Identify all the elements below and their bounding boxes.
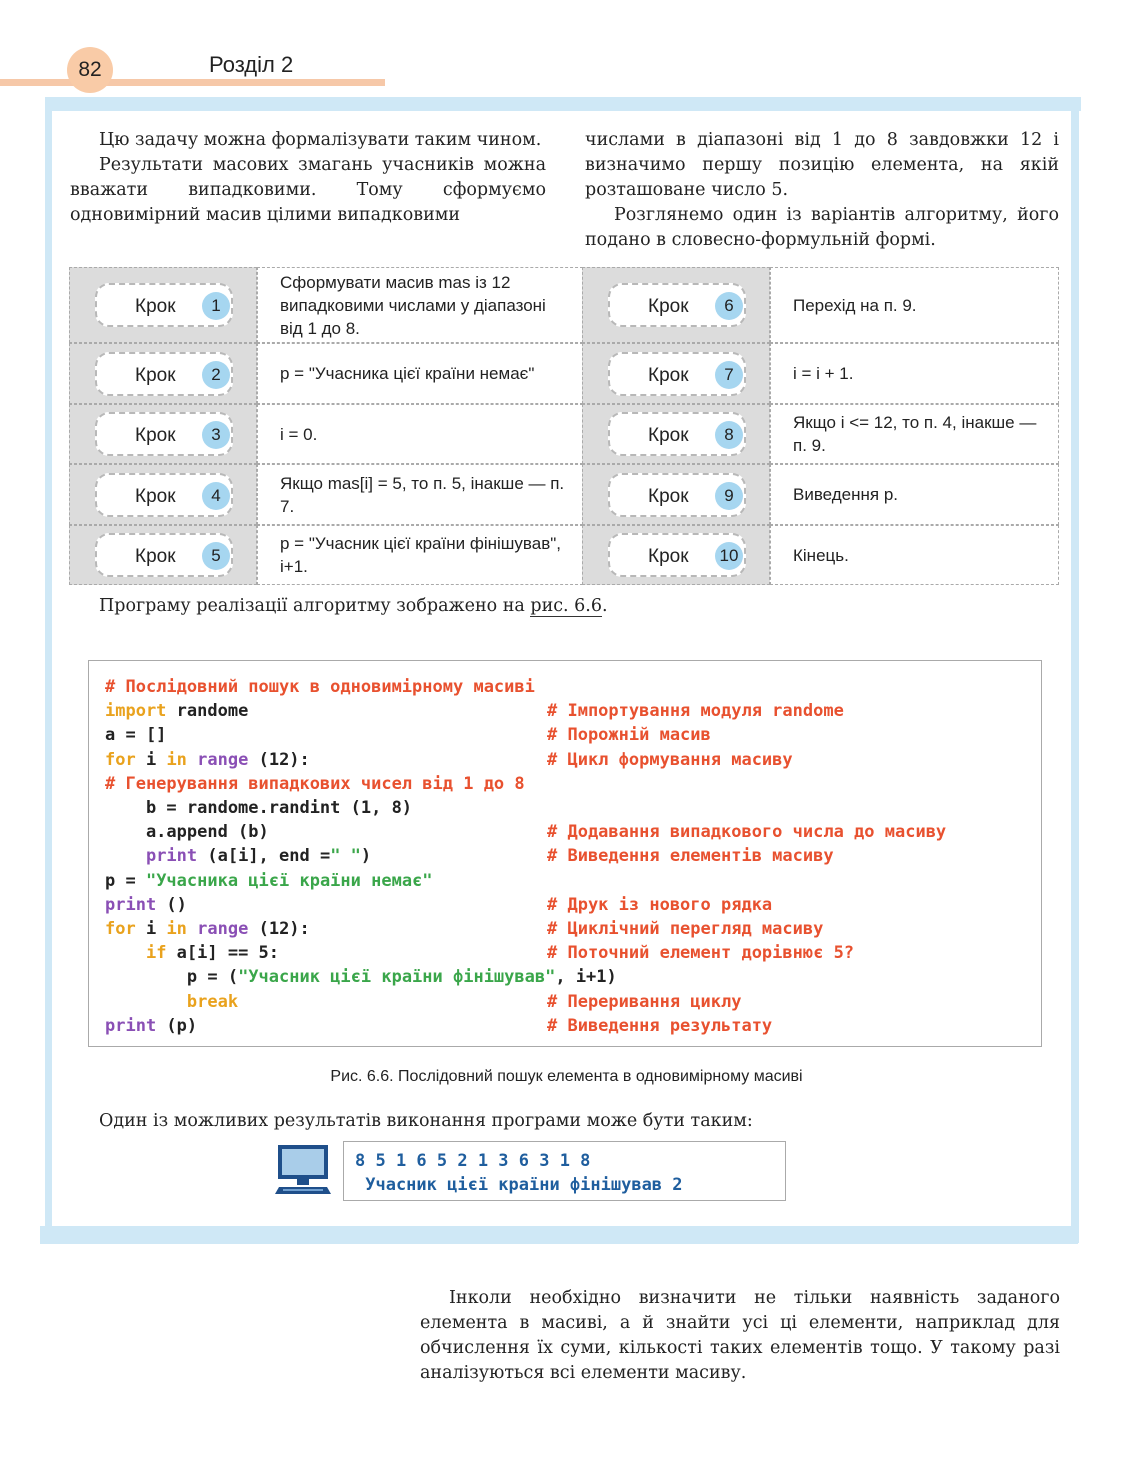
step-pill: [608, 473, 746, 517]
step-description: [257, 464, 583, 525]
code-token: in: [166, 749, 187, 770]
step-number: 4: [202, 482, 230, 510]
step-pill: [608, 533, 746, 577]
frame-top: [48, 97, 1081, 111]
code-token: for: [105, 919, 136, 939]
step-text: Виведення p.: [793, 485, 899, 504]
code-token: randome: [166, 701, 249, 722]
code-line: [105, 820, 269, 844]
code-token: print: [105, 894, 157, 915]
figure-caption: Рис. 6.6. Послідовний пошук елемента в одновимірному масиві: [330, 1068, 803, 1085]
step-cell: [582, 343, 770, 404]
code-token: print: [105, 1015, 157, 1036]
step-label: Крок: [648, 425, 689, 446]
code-line: [105, 917, 310, 941]
step-label: Крок: [648, 485, 689, 507]
code-comment: # Виведення результату: [547, 1015, 773, 1036]
step-text: i = 0.: [280, 424, 318, 444]
output-line: Учасник цієї країни фінішував 2: [355, 1175, 683, 1195]
code-token: b = randome.randint (1, 8): [105, 798, 413, 818]
step-cell: [69, 525, 257, 585]
code-comment: # Циклічний перегляд масиву: [547, 919, 824, 939]
code-token: (): [156, 894, 187, 915]
step-cell: [582, 464, 770, 525]
code-token: range: [197, 749, 249, 770]
code-token: p = (: [105, 967, 239, 988]
intro-paragraph: Результати масових змагань учасників можна вважати випадковими. Тому сформуємо одновимірний масив цілими випадковими: [70, 155, 546, 225]
step-cell: [69, 343, 257, 404]
step-number: 6: [715, 292, 743, 320]
step-text: p = "Учасника цієї країни немає": [280, 364, 535, 383]
code-line: [105, 869, 433, 893]
step-description: [770, 525, 1059, 585]
code-token: " ": [330, 846, 361, 867]
program-reference-line: [99, 596, 608, 616]
step-text: i = i + 1.: [793, 364, 854, 383]
step-description: [770, 404, 1059, 464]
code-line: [105, 723, 166, 747]
code-comment: # Друк із нового рядка: [547, 894, 773, 915]
code-comment: # Імпортування модуля randome: [547, 701, 844, 722]
code-token: in: [166, 919, 187, 939]
code-token: [105, 846, 146, 866]
step-text: Якщо i <= 12, то п. 4, інакше — п. 9.: [793, 413, 1037, 455]
code-token: if: [145, 943, 167, 964]
code-line: [105, 1014, 197, 1038]
step-number: 9: [715, 482, 743, 510]
step-text: Кінець.: [793, 545, 849, 565]
step-description: [257, 267, 583, 343]
step-cell: [69, 464, 257, 525]
code-line: [105, 675, 535, 699]
step-description: [257, 525, 583, 585]
code-token: "Учасника цієї країни немає": [145, 870, 433, 891]
step-cell: [582, 267, 770, 343]
step-pill: [95, 473, 233, 517]
code-line: [105, 796, 412, 820]
step-label: Крок: [135, 485, 176, 507]
step-description: [257, 343, 583, 404]
code-token: [105, 992, 187, 1012]
header-rule: [0, 79, 385, 86]
outro-paragraph: [420, 1286, 1060, 1386]
code-token: [187, 750, 197, 770]
outro-text: Інколи необхідно визначити не тільки наявність заданого елемента в масиві, а й знайти усі ці елементи, наприклад для обчислення їх суми, кількості таких елементів тощо. У такому разі аналізуються всі елементи масиву.: [420, 1288, 1060, 1383]
intro-left-column: [70, 128, 546, 228]
code-comment: # Поточний елемент дорівнює 5?: [547, 943, 855, 964]
code-line: [105, 699, 248, 723]
step-number: 10: [715, 542, 743, 570]
program-output: [343, 1141, 786, 1201]
code-token: break: [186, 991, 239, 1012]
code-token: ): [360, 846, 372, 867]
code-line: [105, 965, 617, 989]
intro-right-column: [585, 128, 1059, 253]
program-line-text: Програму реалізації алгоритму зображено на: [99, 596, 531, 616]
step-label: Крок: [135, 546, 176, 567]
code-token: "Учасник цієї країни фінішував": [238, 967, 556, 988]
step-description: [770, 267, 1059, 343]
code-token: (12):: [248, 919, 310, 939]
result-intro: Один із можливих результатів виконання програми може бути таким:: [99, 1111, 753, 1131]
code-line: [105, 990, 238, 1014]
step-cell: [582, 525, 770, 585]
code-comment: # Додавання випадкового числа до масиву: [547, 822, 947, 843]
step-pill: [608, 352, 746, 396]
code-token: print: [145, 846, 198, 867]
code-token: (p): [156, 1015, 198, 1036]
code-comment: # Порожній масив: [547, 725, 711, 746]
intro-paragraph: числами в діапазоні від 1 до 8 завдовжки 12 і визначимо першу позицію елемента, на якій розташоване число 5.: [585, 130, 1059, 200]
step-pill: [608, 412, 746, 456]
code-token: range: [197, 919, 249, 939]
step-number: 5: [202, 542, 230, 570]
code-token: i: [135, 919, 167, 939]
step-description: [770, 464, 1059, 525]
intro-paragraph: Цю задачу можна формалізувати таким чином.: [99, 130, 542, 150]
code-token: # Генерування випадкових чисел від 1 до 8: [105, 773, 525, 794]
step-label: Крок: [648, 364, 689, 386]
program-line-end: .: [602, 596, 608, 616]
code-token: [187, 919, 197, 939]
step-label: Крок: [135, 296, 176, 317]
step-number: 7: [715, 361, 743, 389]
intro-paragraph: Розглянемо один із варіантів алгоритму, його подано в словесно-формульній формі.: [585, 205, 1059, 250]
step-text: Якщо mas[i] = 5, то п. 5, інакше — п. 7.: [280, 473, 565, 516]
code-token: for: [105, 749, 136, 770]
section-title: Розділ 2: [209, 52, 294, 77]
step-pill: [95, 533, 233, 577]
code-token: (12):: [248, 749, 310, 770]
code-token: [105, 943, 146, 963]
code-token: p =: [105, 870, 146, 891]
code-token: a.append (b): [105, 822, 269, 843]
step-pill: [95, 412, 233, 456]
code-comment: # Виведення елементів масиву: [547, 846, 834, 867]
step-number: 2: [202, 361, 230, 389]
step-number: 1: [202, 292, 230, 320]
code-token: a = []: [105, 725, 167, 746]
code-token: , i+1): [555, 967, 617, 988]
code-token: (a[i], end =: [197, 846, 331, 867]
code-line: [105, 772, 525, 796]
step-number: 8: [715, 421, 743, 449]
step-pill: [608, 283, 746, 327]
output-line: 8 5 1 6 5 2 1 3 6 3 1 8: [355, 1151, 591, 1171]
step-cell: [69, 404, 257, 464]
step-cell: [69, 267, 257, 343]
code-token: a[i] == 5:: [166, 943, 280, 964]
step-pill: [95, 283, 233, 327]
step-cell: [582, 404, 770, 464]
code-token: import: [105, 701, 167, 722]
step-label: Крок: [135, 425, 176, 446]
code-line: [105, 941, 279, 965]
code-token: # Послідовний пошук в одновимірному масиві: [105, 677, 535, 697]
code-line: [105, 893, 187, 917]
code-line: [105, 748, 310, 772]
code-listing: [88, 660, 1042, 1047]
step-number: 3: [202, 421, 230, 449]
code-comment: # Переривання циклу: [547, 991, 742, 1012]
step-text: Сформувати масив mas із 12 випадковими числами у діапазоні від 1 до 8.: [280, 272, 546, 338]
step-label: Крок: [648, 296, 689, 317]
step-description: [770, 343, 1059, 404]
frame-bottom: [40, 1226, 1078, 1244]
step-label: Крок: [135, 364, 176, 386]
step-description: [257, 404, 583, 464]
step-text: p = "Учасник цієї країни фінішував", i+1.: [280, 534, 561, 576]
step-label: Крок: [648, 546, 689, 567]
monitor-icon: [275, 1143, 331, 1195]
step-text: Перехід на п. 9.: [793, 295, 917, 315]
figure-link[interactable]: рис. 6.6: [530, 596, 602, 616]
step-pill: [95, 352, 233, 396]
page-number: 82: [67, 47, 113, 93]
code-comment: # Цикл формування масиву: [547, 749, 793, 770]
code-token: i: [135, 749, 167, 770]
code-line: [105, 844, 371, 868]
